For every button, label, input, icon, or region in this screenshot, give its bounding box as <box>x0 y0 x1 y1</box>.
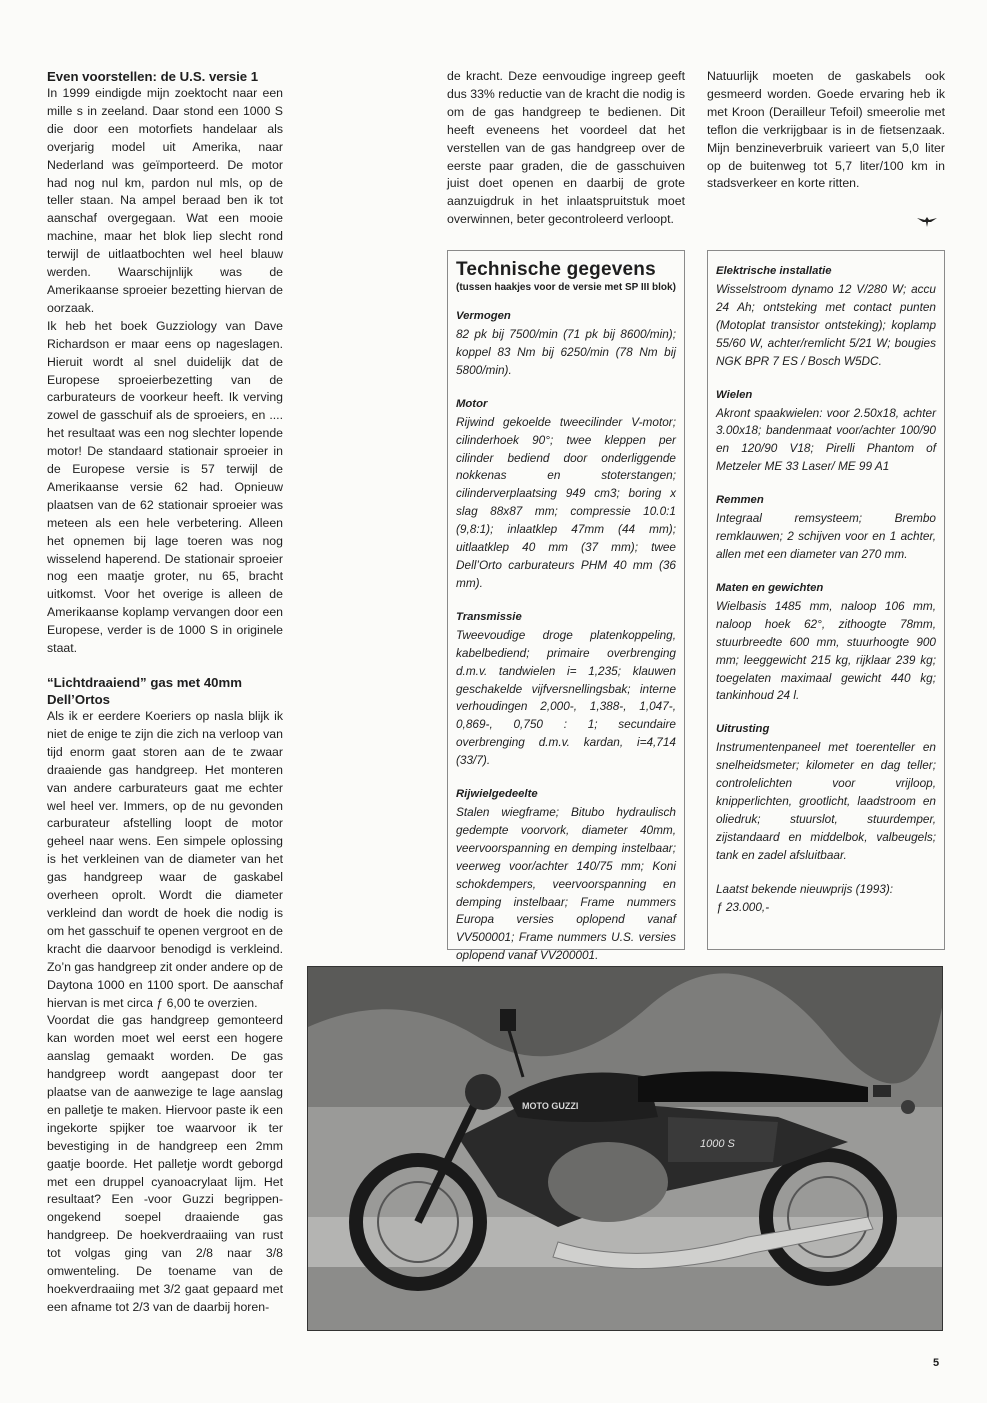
paragraph: de kracht. Deze eenvoudige ingreep geeft dus 33% reductie van de kracht die nodig is om de gas handgreep te bedienen. Dit heeft eveneens het voordeel dat het verstellen van de gas handgreep over de eerste paar graden, die de gasschuiven juist doet openen en daarbij de grote aanzuigdruk in het inlaatspruitstuk moet overwinnen, beter gecontroleerd verloopt. <box>447 69 685 227</box>
spec-text: Instrumentenpaneel met toerenteller en snelheidsmeter; kilometer en dag teller; controlelichten voor vrijloop, knipperlichten, grootlicht, laadstroom en oliedruk; stuurslot, stuurdemper, zijstandaard en middelbok, valbeugels; tank en zadel afsluitbaar. <box>716 740 936 862</box>
spec-heading: Motor <box>456 397 488 410</box>
spec-section-motor <box>456 396 676 593</box>
spec-section-remmen <box>716 492 936 564</box>
spec-heading: Maten en gewichten <box>716 581 824 594</box>
spec-heading: Vermogen <box>456 310 511 322</box>
left-column <box>47 68 283 1317</box>
spec-heading: Uitrusting <box>716 723 770 736</box>
spec-section-maten <box>716 580 936 705</box>
spec-heading: Transmissie <box>456 610 522 623</box>
side-badge: 1000 S <box>700 1138 735 1150</box>
article-body-left <box>47 85 283 658</box>
middle-column <box>447 68 685 229</box>
paragraph: Natuurlijk moeten de gaskabels ook gesmeerd worden. Goede ervaring heb ik met Kroon (Derailleur Tefoil) smeerolie met teflon die verkrijgbaar is in de fietsenzaak. Mijn benzineverbruik varieert van 5,0 liter op de buitenweg tot 5,7 liter/100 km in stadsverkeer en korte ritten. <box>707 69 945 191</box>
paragraph: In 1999 eindigde mijn zoektocht naar een mille s in zeeland. Daar stond een 1000 S die door een motorfiets handelaar als overjarig model uit Amerika, naar Nederland was geïmporteerd. De motor had nog nul km, pardon nul mls, op de teller staan. Na ampel beraad ben ik tot aanschaf overgegaan. Wat een mooie machine, maar het blok liep slecht rond terwijl de uitlaatbochten wel heel blauw werden. Waarschijnlijk was de Amerikaanse sproeier bezetting hiervan de oorzaak. <box>47 86 283 315</box>
spec-text: Akront spaakwielen: voor 2.50x18, achter 3.00x18; bandenmaat voor/achter 100/90 en 120/90 V18; Pirelli Phantom of Metzeler ME 33 Laser/ ME 99 A1 <box>716 405 936 474</box>
spec-section-elektrisch <box>716 263 936 371</box>
paragraph: Als ik er eerdere Koeriers op nasla blijk ik niet de enige te zijn die zich na verloop van tijd enorm gaat storen aan de te zwaar draaiende gas handgreep. Het monteren van andere carburateurs gaat me echter wel heel ver. Immers, op de nu gevonden carburateur afstelling loopt de motor geheel naar wens. Een simpele oplossing is het verkleinen van de diameter van het gas handgreep waar de gaskabel overheen oprolt. Wordt die diameter verkleind dan wordt de hoek die nodig is om het gasschuif te openen vergroot en de kracht die daarvoor benodigd is verkleind. Zo’n gas handgreep zit onder andere op de Daytona 1000 en 1100 sport. De aanschaf hiervan is met circa ƒ 6,00 te overzien. <box>47 709 283 1010</box>
spec-heading: Wielen <box>716 388 753 401</box>
spec-box-right <box>707 250 945 950</box>
spec-text: Wisselstroom dynamo 12 V/280 W; accu 24 Ah; ontsteking met contact punten (Motoplat transistor ontsteking); koplamp 55/60 W, achter/remlicht 5/21 W; bougies NGK BPR 7 ES / Bosch W5DC. <box>716 282 936 368</box>
paragraph: Ik heb het boek Guzziology van Dave Richardson er maar eens op nageslagen. Hieruit wordt al snel duidelijk dat de Europese sproeierbezetting van de carburateurs de voorkeur heeft. Ik verving zowel de gasschuif als de sproeiers, en .... het resultaat was een nog slechter lopende motor! De standaard stationair sproeier in de Europese versie is 57 terwijl de Amerikaanse versie 62 had. Opnieuw plaatsen van de 62 stationair sproeier was meteen als een hele verbetering. Alleen het opnemen bij lage toeren was nog wisselend haperend. De stationair sproeier nog een maatje groter, nu 65, bracht uitkomst. Voor het overige is alleen de Amerikaanse koplamp vervangen door een Europese, verder is de 1000 S in originele staat. <box>47 318 283 656</box>
right-column <box>707 68 945 193</box>
spec-text: Tweevoudige droge platenkoppeling, kabelbediend; primaire overbrenging d.m.v. tandwielen i= 1,235; klauwen geschakelde vijfversnellingsbak; interne verhoudingen 2,000-, 1,388-, 1,047-, 0,869-, 0,750 : 1; secundaire overbrenging d.m.v. kardan, i=4,714 (33/7). <box>456 627 676 768</box>
price-value: ƒ 23.000,- <box>716 899 770 914</box>
article-body-left-2 <box>47 708 283 1317</box>
spec-title: Technische gegevens <box>456 259 656 280</box>
paragraph: Voordat die gas handgreep gemonteerd kan worden moet wel eerst een hogere aanslag gemaakt worden. De gas handgreep wordt aangepast door ter plaatse van de aanwezige te lage aanslag en palletje te maken. Hiervoor paste ik een ingekorte spijker toe waarvoor ik ter bevestiging in de handgreep een 2mm gaatje boorde. Het palletje wordt geborgd met een druppel cyanoacrylaat lijm. Het resultaat? Een -voor Guzzi begrippen- ongekend soepel draaiende gas handgreep. De hoekverdraaiing van rust tot volgas ging van 2/8 naar 3/8 omwenteling. De toename van de hoekverdraaiing met 3/2 gaat gepaard met een afname tot 2/3 van de daarbij horen- <box>47 1013 283 1314</box>
spec-heading: Remmen <box>716 494 764 507</box>
spec-subtitle: (tussen haakjes voor de versie met SP III blok) <box>456 282 676 293</box>
spec-heading: Elektrische installatie <box>716 265 832 277</box>
spec-section-wielen <box>716 387 936 477</box>
spec-text: Stalen wiegframe; Bitubo hydraulisch gedempte voorvork, diameter 40mm, veervoorspanning en demping instelbaar; veerweg voor/achter 140/75 mm; Koni schokdempers, veervoorspanning en demping instelbaar; Frame nummers Europa versies oplopend vanaf VV500001; Frame nummers U.S. versies oplopend vanaf VV200001. <box>456 805 676 963</box>
tank-logo: MOTO GUZZI <box>522 1101 579 1111</box>
spec-section-vermogen <box>456 308 676 380</box>
section-heading-us-version: Even voorstellen: de U.S. versie 1 <box>47 69 259 84</box>
price-label: Laatst bekende nieuwprijs (1993): <box>716 881 894 896</box>
motorcycle-photo <box>307 966 943 1331</box>
guzzi-eagle-end-mark-icon <box>917 216 937 228</box>
spec-text: Integraal remsysteem; Brembo remklauwen; 2 schijven voor en 1 achter, allen met een diameter van 270 mm. <box>716 511 936 561</box>
spec-section-uitrusting <box>716 721 936 864</box>
spec-section-transmissie <box>456 609 676 770</box>
spec-text: 82 pk bij 7500/min (71 pk bij 8600/min); koppel 83 Nm bij 6250/min (78 Nm bij 5800/min). <box>456 327 676 377</box>
spec-text: Rijwind gekoelde tweecilinder V-motor; cilinderhoek 90°; twee kleppen per cilinder bediend door onderliggende nokkenas en stoterstangen; cilinderverplaatsing 949 cm3; boring x slag 88x87 mm; compressie 10.0:1 (9,8:1); inlaatklep 47mm (44 mm); uitlaatklep 40 mm (37 mm); twee Dell’Orto carburateurs PHM 40 mm (36 mm). <box>456 414 676 590</box>
spec-box-left <box>447 250 685 963</box>
spec-section-rijwielgedeelte <box>456 786 676 965</box>
motorcycle-illustration <box>308 967 943 1331</box>
spec-text: Wielbasis 1485 mm, naloop 106 mm, naloop hoek 62°, zithoogte 78mm, stuurbreedte 600 mm, stuurhoogte 900 mm; leeggewicht 215 kg, rijklaar 239 kg; toegelaten maximaal gewicht 440 kg; tankinhoud 24 l. <box>716 598 936 703</box>
section-heading-gas: “Lichtdraaiend” gas met 40mm Dell’Ortos <box>47 675 242 707</box>
page-number: 5 <box>933 1357 940 1369</box>
spec-heading: Rijwielgedeelte <box>456 788 538 801</box>
